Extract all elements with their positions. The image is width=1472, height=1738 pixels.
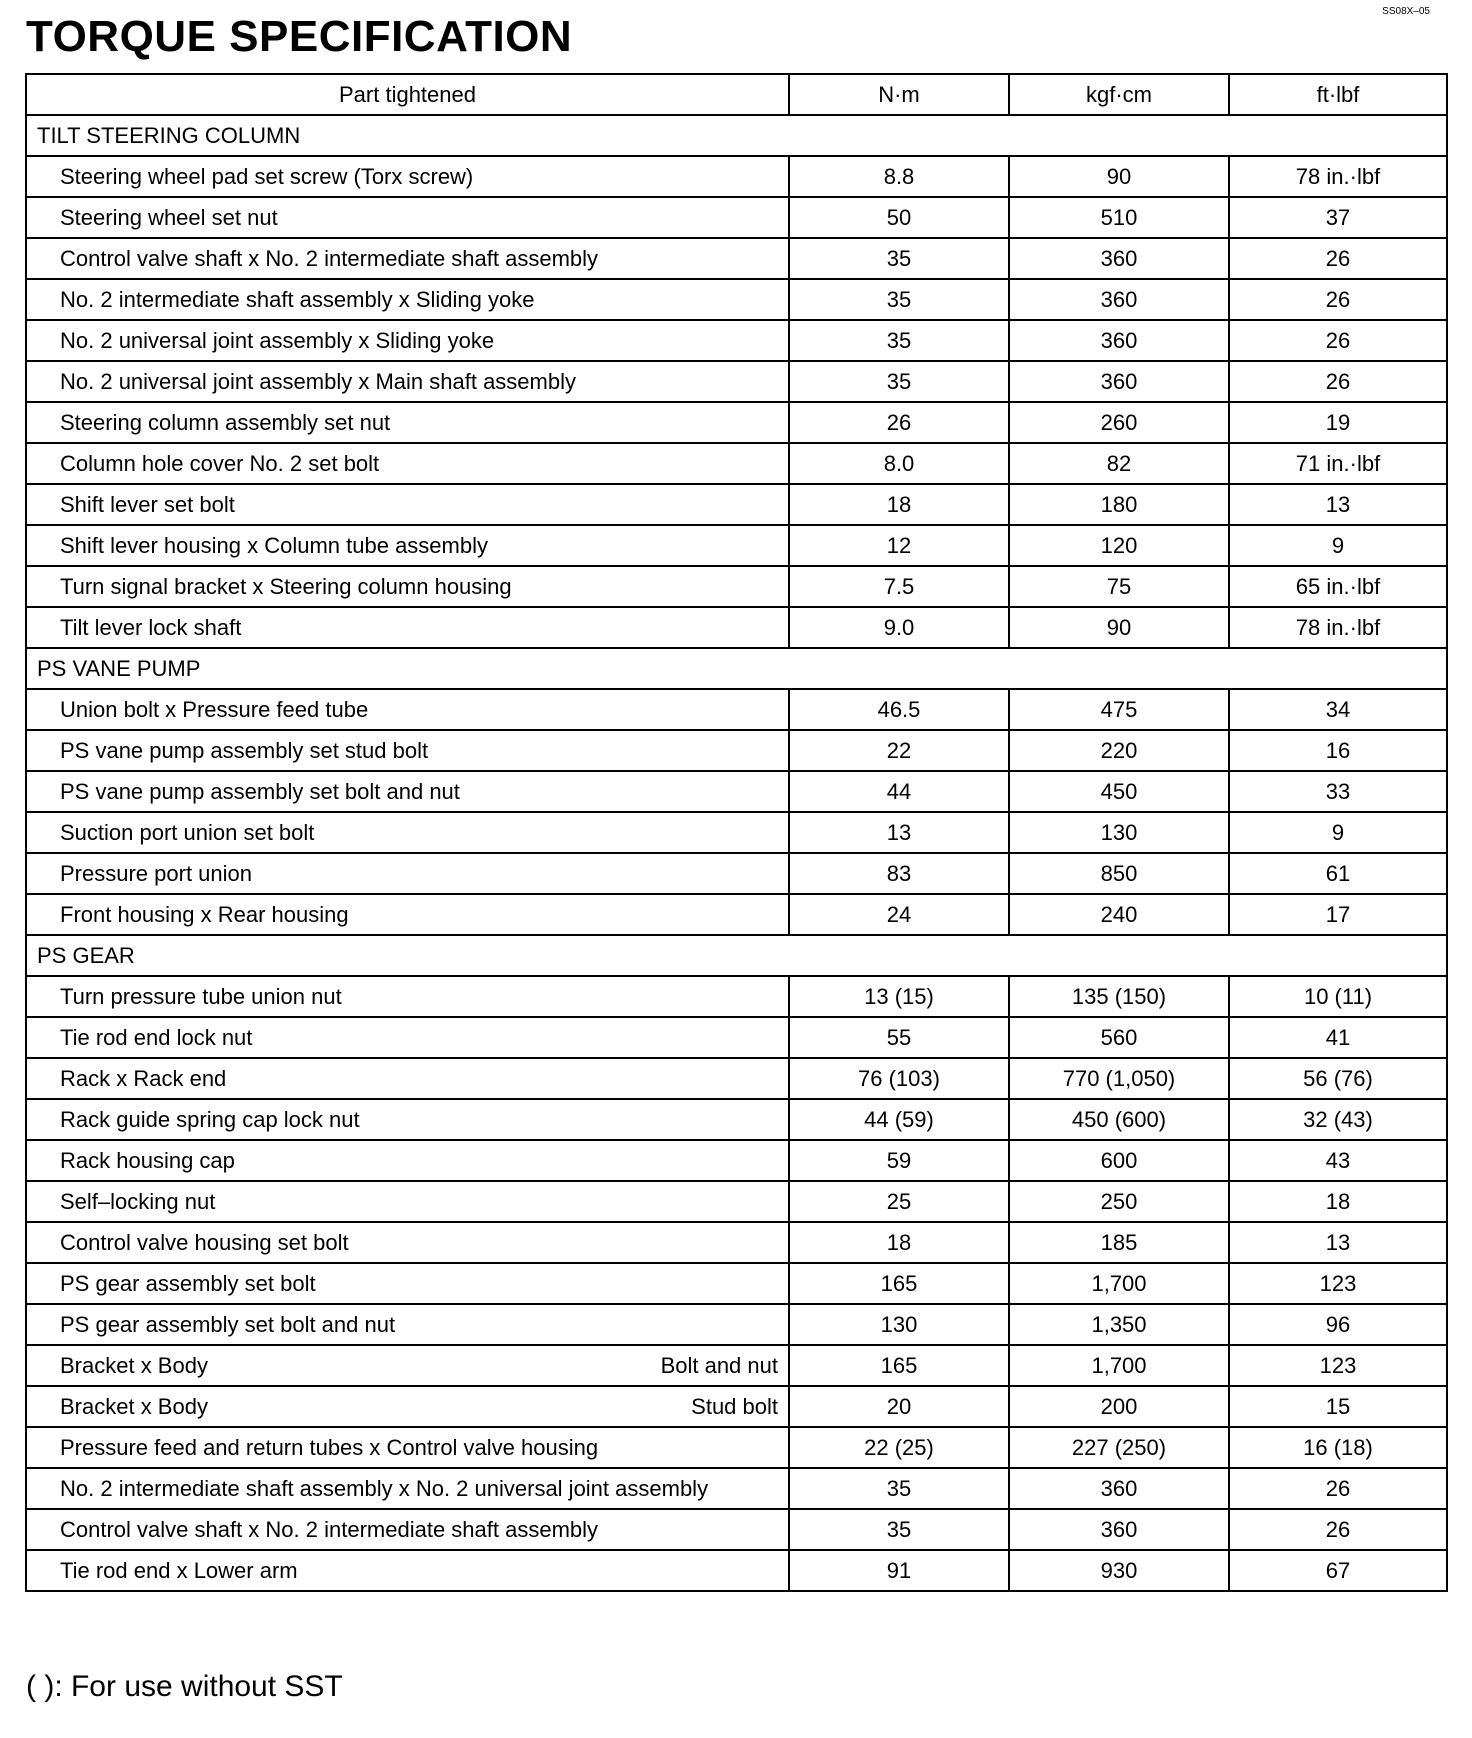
kgf-cm-value: 770 (1,050) bbox=[1009, 1058, 1229, 1099]
ft-lbf-value: 33 bbox=[1229, 771, 1447, 812]
part-cell bbox=[26, 484, 789, 525]
part-name: Suction port union set bolt bbox=[60, 820, 315, 845]
kgf-cm-value: 360 bbox=[1009, 1468, 1229, 1509]
ft-lbf-value: 61 bbox=[1229, 853, 1447, 894]
part-name: Column hole cover No. 2 set bolt bbox=[60, 451, 380, 476]
part-cell bbox=[26, 1427, 789, 1468]
part-cell bbox=[26, 1263, 789, 1304]
part-cell bbox=[26, 812, 789, 853]
ft-lbf-value: 123 bbox=[1229, 1345, 1447, 1386]
table-row bbox=[26, 607, 1447, 648]
nm-value: 7.5 bbox=[789, 566, 1009, 607]
table-row bbox=[26, 1017, 1447, 1058]
kgf-cm-value: 260 bbox=[1009, 402, 1229, 443]
section-row bbox=[26, 648, 1447, 689]
kgf-cm-value: 240 bbox=[1009, 894, 1229, 935]
table-row bbox=[26, 484, 1447, 525]
ft-lbf-value: 78 in.·lbf bbox=[1229, 156, 1447, 197]
kgf-cm-value: 220 bbox=[1009, 730, 1229, 771]
table-row bbox=[26, 238, 1447, 279]
kgf-cm-value: 120 bbox=[1009, 525, 1229, 566]
ft-lbf-value: 16 bbox=[1229, 730, 1447, 771]
nm-value: 59 bbox=[789, 1140, 1009, 1181]
page-title: TORQUE SPECIFICATION bbox=[26, 12, 573, 61]
ft-lbf-value: 96 bbox=[1229, 1304, 1447, 1345]
part-cell bbox=[26, 566, 789, 607]
part-cell bbox=[26, 1468, 789, 1509]
part-cell bbox=[26, 1181, 789, 1222]
part-cell bbox=[26, 1550, 789, 1591]
part-name: Shift lever set bolt bbox=[60, 492, 235, 517]
part-cell bbox=[26, 1304, 789, 1345]
kgf-cm-value: 450 bbox=[1009, 771, 1229, 812]
table-row bbox=[26, 1099, 1447, 1140]
ft-lbf-value: 19 bbox=[1229, 402, 1447, 443]
ft-lbf-value: 13 bbox=[1229, 484, 1447, 525]
nm-value: 20 bbox=[789, 1386, 1009, 1427]
table-row bbox=[26, 320, 1447, 361]
part-cell bbox=[26, 1017, 789, 1058]
part-cell bbox=[26, 771, 789, 812]
nm-value: 8.8 bbox=[789, 156, 1009, 197]
part-cell bbox=[26, 402, 789, 443]
table-row bbox=[26, 976, 1447, 1017]
part-name: Union bolt x Pressure feed tube bbox=[60, 697, 369, 722]
nm-value: 35 bbox=[789, 1468, 1009, 1509]
part-cell bbox=[26, 1386, 789, 1427]
table-row bbox=[26, 1345, 1447, 1386]
kgf-cm-value: 180 bbox=[1009, 484, 1229, 525]
part-cell bbox=[26, 238, 789, 279]
part-cell bbox=[26, 976, 789, 1017]
table-row bbox=[26, 402, 1447, 443]
nm-value: 35 bbox=[789, 1509, 1009, 1550]
nm-value: 46.5 bbox=[789, 689, 1009, 730]
nm-value: 55 bbox=[789, 1017, 1009, 1058]
table-body bbox=[26, 115, 1447, 1591]
ft-lbf-value: 37 bbox=[1229, 197, 1447, 238]
nm-value: 35 bbox=[789, 361, 1009, 402]
table-row bbox=[26, 853, 1447, 894]
part-name: Pressure feed and return tubes x Control valve housing bbox=[60, 1435, 599, 1460]
kgf-cm-value: 135 (150) bbox=[1009, 976, 1229, 1017]
part-name: Pressure port union bbox=[60, 861, 252, 886]
nm-value: 83 bbox=[789, 853, 1009, 894]
table-row bbox=[26, 1550, 1447, 1591]
table-row bbox=[26, 566, 1447, 607]
part-name: No. 2 intermediate shaft assembly x No. 2 universal joint assembly bbox=[60, 1476, 709, 1501]
nm-value: 24 bbox=[789, 894, 1009, 935]
ft-lbf-value: 26 bbox=[1229, 238, 1447, 279]
part-cell bbox=[26, 853, 789, 894]
section-title: TILT STEERING COLUMN bbox=[26, 115, 1447, 156]
kgf-cm-value: 510 bbox=[1009, 197, 1229, 238]
part-name: Tilt lever lock shaft bbox=[60, 615, 242, 640]
ft-lbf-value: 34 bbox=[1229, 689, 1447, 730]
table-row bbox=[26, 1304, 1447, 1345]
ft-lbf-value: 16 (18) bbox=[1229, 1427, 1447, 1468]
table-row bbox=[26, 1386, 1447, 1427]
kgf-cm-value: 850 bbox=[1009, 853, 1229, 894]
table-row bbox=[26, 771, 1447, 812]
document-code: SS08X–05 bbox=[1382, 6, 1430, 17]
nm-value: 35 bbox=[789, 320, 1009, 361]
ft-lbf-value: 15 bbox=[1229, 1386, 1447, 1427]
table-row bbox=[26, 156, 1447, 197]
part-name: Rack guide spring cap lock nut bbox=[60, 1107, 360, 1132]
nm-value: 22 bbox=[789, 730, 1009, 771]
ft-lbf-value: 26 bbox=[1229, 361, 1447, 402]
part-cell bbox=[26, 156, 789, 197]
ft-lbf-value: 26 bbox=[1229, 1468, 1447, 1509]
kgf-cm-value: 90 bbox=[1009, 607, 1229, 648]
nm-value: 44 (59) bbox=[789, 1099, 1009, 1140]
part-name: Tie rod end lock nut bbox=[60, 1025, 253, 1050]
part-name: Self–locking nut bbox=[60, 1189, 216, 1214]
table-row bbox=[26, 1263, 1447, 1304]
table-row bbox=[26, 1468, 1447, 1509]
part-name: No. 2 universal joint assembly x Main shaft assembly bbox=[60, 369, 576, 394]
kgf-cm-value: 185 bbox=[1009, 1222, 1229, 1263]
section-row bbox=[26, 115, 1447, 156]
part-name: Rack x Rack end bbox=[60, 1066, 227, 1091]
ft-lbf-value: 56 (76) bbox=[1229, 1058, 1447, 1099]
ft-lbf-value: 26 bbox=[1229, 1509, 1447, 1550]
header-part-tightened: Part tightened bbox=[26, 74, 789, 115]
table-row bbox=[26, 279, 1447, 320]
part-cell bbox=[26, 1345, 789, 1386]
nm-value: 35 bbox=[789, 279, 1009, 320]
part-name: PS gear assembly set bolt bbox=[60, 1271, 316, 1296]
table-row bbox=[26, 730, 1447, 771]
nm-value: 76 (103) bbox=[789, 1058, 1009, 1099]
table-row bbox=[26, 1509, 1447, 1550]
table-row bbox=[26, 1222, 1447, 1263]
nm-value: 13 (15) bbox=[789, 976, 1009, 1017]
part-name: Bracket x Body bbox=[60, 1394, 208, 1419]
part-cell bbox=[26, 279, 789, 320]
ft-lbf-value: 17 bbox=[1229, 894, 1447, 935]
nm-value: 165 bbox=[789, 1345, 1009, 1386]
ft-lbf-value: 78 in.·lbf bbox=[1229, 607, 1447, 648]
nm-value: 13 bbox=[789, 812, 1009, 853]
header-nm: N·m bbox=[789, 74, 1009, 115]
table-row bbox=[26, 1181, 1447, 1222]
kgf-cm-value: 360 bbox=[1009, 361, 1229, 402]
table-row bbox=[26, 525, 1447, 566]
part-name: Steering column assembly set nut bbox=[60, 410, 391, 435]
kgf-cm-value: 360 bbox=[1009, 1509, 1229, 1550]
part-name: Turn signal bracket x Steering column housing bbox=[60, 574, 512, 599]
ft-lbf-value: 9 bbox=[1229, 812, 1447, 853]
part-name: PS gear assembly set bolt and nut bbox=[60, 1312, 396, 1337]
part-cell bbox=[26, 1140, 789, 1181]
kgf-cm-value: 90 bbox=[1009, 156, 1229, 197]
ft-lbf-value: 71 in.·lbf bbox=[1229, 443, 1447, 484]
kgf-cm-value: 360 bbox=[1009, 238, 1229, 279]
ft-lbf-value: 41 bbox=[1229, 1017, 1447, 1058]
nm-value: 25 bbox=[789, 1181, 1009, 1222]
kgf-cm-value: 1,350 bbox=[1009, 1304, 1229, 1345]
kgf-cm-value: 1,700 bbox=[1009, 1345, 1229, 1386]
nm-value: 22 (25) bbox=[789, 1427, 1009, 1468]
kgf-cm-value: 82 bbox=[1009, 443, 1229, 484]
nm-value: 50 bbox=[789, 197, 1009, 238]
nm-value: 91 bbox=[789, 1550, 1009, 1591]
nm-value: 12 bbox=[789, 525, 1009, 566]
part-cell bbox=[26, 1058, 789, 1099]
table-row bbox=[26, 1058, 1447, 1099]
part-cell bbox=[26, 361, 789, 402]
table-row bbox=[26, 1427, 1447, 1468]
part-cell bbox=[26, 607, 789, 648]
kgf-cm-value: 360 bbox=[1009, 320, 1229, 361]
part-cell bbox=[26, 443, 789, 484]
footnote: ( ): For use without SST bbox=[26, 1670, 343, 1703]
kgf-cm-value: 475 bbox=[1009, 689, 1229, 730]
part-sub-label: Stud bolt bbox=[691, 1394, 778, 1419]
part-name: Rack housing cap bbox=[60, 1148, 235, 1173]
part-name: No. 2 universal joint assembly x Sliding yoke bbox=[60, 328, 495, 353]
part-name: Bracket x Body bbox=[60, 1353, 208, 1378]
table-row bbox=[26, 197, 1447, 238]
part-cell bbox=[26, 689, 789, 730]
ft-lbf-value: 43 bbox=[1229, 1140, 1447, 1181]
part-cell bbox=[26, 1509, 789, 1550]
kgf-cm-value: 560 bbox=[1009, 1017, 1229, 1058]
kgf-cm-value: 227 (250) bbox=[1009, 1427, 1229, 1468]
kgf-cm-value: 600 bbox=[1009, 1140, 1229, 1181]
section-title: PS VANE PUMP bbox=[26, 648, 1447, 689]
nm-value: 9.0 bbox=[789, 607, 1009, 648]
part-name: Steering wheel pad set screw (Torx screw) bbox=[60, 164, 474, 189]
part-name: Tie rod end x Lower arm bbox=[60, 1558, 298, 1583]
part-cell bbox=[26, 320, 789, 361]
part-name: No. 2 intermediate shaft assembly x Sliding yoke bbox=[60, 287, 535, 312]
table-row bbox=[26, 443, 1447, 484]
part-cell bbox=[26, 525, 789, 566]
part-name: Control valve shaft x No. 2 intermediate shaft assembly bbox=[60, 246, 599, 271]
ft-lbf-value: 9 bbox=[1229, 525, 1447, 566]
ft-lbf-value: 10 (11) bbox=[1229, 976, 1447, 1017]
part-name: PS vane pump assembly set bolt and nut bbox=[60, 779, 460, 804]
ft-lbf-value: 26 bbox=[1229, 279, 1447, 320]
ft-lbf-value: 26 bbox=[1229, 320, 1447, 361]
part-cell bbox=[26, 1099, 789, 1140]
ft-lbf-value: 123 bbox=[1229, 1263, 1447, 1304]
nm-value: 8.0 bbox=[789, 443, 1009, 484]
header-ft-lbf: ft·lbf bbox=[1229, 74, 1447, 115]
nm-value: 165 bbox=[789, 1263, 1009, 1304]
part-cell bbox=[26, 1222, 789, 1263]
ft-lbf-value: 67 bbox=[1229, 1550, 1447, 1591]
part-sub-label: Bolt and nut bbox=[660, 1353, 778, 1378]
part-name: Turn pressure tube union nut bbox=[60, 984, 342, 1009]
kgf-cm-value: 250 bbox=[1009, 1181, 1229, 1222]
ft-lbf-value: 13 bbox=[1229, 1222, 1447, 1263]
ft-lbf-value: 65 in.·lbf bbox=[1229, 566, 1447, 607]
table-row bbox=[26, 689, 1447, 730]
part-name: Front housing x Rear housing bbox=[60, 902, 349, 927]
kgf-cm-value: 360 bbox=[1009, 279, 1229, 320]
kgf-cm-value: 130 bbox=[1009, 812, 1229, 853]
header-kgf-cm: kgf·cm bbox=[1009, 74, 1229, 115]
table-row bbox=[26, 894, 1447, 935]
nm-value: 18 bbox=[789, 484, 1009, 525]
table-header-row bbox=[26, 74, 1447, 115]
part-name: Shift lever housing x Column tube assembly bbox=[60, 533, 488, 558]
torque-table bbox=[25, 73, 1448, 1592]
part-cell bbox=[26, 730, 789, 771]
kgf-cm-value: 930 bbox=[1009, 1550, 1229, 1591]
table-row bbox=[26, 361, 1447, 402]
kgf-cm-value: 1,700 bbox=[1009, 1263, 1229, 1304]
nm-value: 44 bbox=[789, 771, 1009, 812]
part-cell bbox=[26, 894, 789, 935]
kgf-cm-value: 75 bbox=[1009, 566, 1229, 607]
part-name: PS vane pump assembly set stud bolt bbox=[60, 738, 429, 763]
kgf-cm-value: 450 (600) bbox=[1009, 1099, 1229, 1140]
nm-value: 26 bbox=[789, 402, 1009, 443]
table-row bbox=[26, 812, 1447, 853]
part-cell bbox=[26, 197, 789, 238]
ft-lbf-value: 32 (43) bbox=[1229, 1099, 1447, 1140]
nm-value: 18 bbox=[789, 1222, 1009, 1263]
nm-value: 130 bbox=[789, 1304, 1009, 1345]
part-name: Control valve shaft x No. 2 intermediate shaft assembly bbox=[60, 1517, 599, 1542]
section-title: PS GEAR bbox=[26, 935, 1447, 976]
section-row bbox=[26, 935, 1447, 976]
part-name: Steering wheel set nut bbox=[60, 205, 278, 230]
kgf-cm-value: 200 bbox=[1009, 1386, 1229, 1427]
ft-lbf-value: 18 bbox=[1229, 1181, 1447, 1222]
part-name: Control valve housing set bolt bbox=[60, 1230, 349, 1255]
nm-value: 35 bbox=[789, 238, 1009, 279]
table-row bbox=[26, 1140, 1447, 1181]
